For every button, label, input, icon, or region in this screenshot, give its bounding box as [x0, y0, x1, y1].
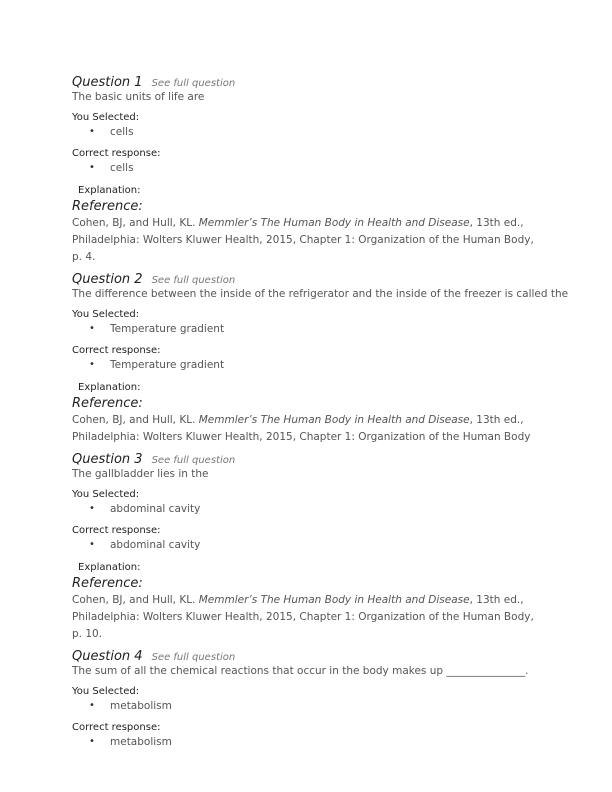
correct-answer	[72, 160, 542, 176]
see-full-question-link[interactable]: See full question	[151, 275, 236, 286]
selected-answer	[72, 501, 542, 517]
selected-answer	[72, 124, 542, 140]
selected-answer-text: metabolism	[110, 700, 172, 712]
see-full-question-link[interactable]: See full question	[151, 652, 236, 663]
ref-authors: Cohen, BJ, and Hull, KL.	[72, 594, 196, 606]
reference-text	[72, 592, 542, 643]
reference-heading: Reference:	[72, 576, 143, 591]
bullet-icon: •	[89, 700, 95, 711]
you-selected-label: You Selected:	[72, 112, 140, 123]
question-header	[72, 270, 542, 286]
correct-response-label: Correct response:	[72, 722, 161, 733]
ref-authors: Cohen, BJ, and Hull, KL.	[72, 217, 196, 229]
correct-answer	[72, 537, 542, 553]
explanation-label: Explanation:	[78, 562, 141, 573]
bullet-icon: •	[89, 323, 95, 334]
bullet-icon: •	[89, 359, 95, 370]
ref-edition: , 13th ed.,	[469, 414, 524, 426]
correct-answer-text: metabolism	[110, 736, 172, 748]
question-title: Question 4	[72, 649, 143, 664]
reference-heading: Reference:	[72, 396, 143, 411]
you-selected-label: You Selected:	[72, 309, 140, 320]
selected-answer	[72, 321, 542, 337]
see-full-question-link[interactable]: See full question	[151, 78, 236, 89]
correct-response-label: Correct response:	[72, 148, 161, 159]
ref-book-title: Memmler’s The Human Body in Health and Disease	[198, 594, 470, 606]
bullet-icon: •	[89, 539, 95, 550]
ref-book-title: Memmler’s The Human Body in Health and Disease	[198, 414, 470, 426]
ref-publisher: Philadelphia: Wolters Kluwer Health, 2015, Chapter 1: Organization of the Human Body	[72, 431, 531, 443]
bullet-icon: •	[89, 162, 95, 173]
ref-authors: Cohen, BJ, and Hull, KL.	[72, 414, 196, 426]
selected-answer-text: abdominal cavity	[110, 503, 201, 515]
question-stem: The gallbladder lies in the	[72, 468, 209, 480]
reference-heading: Reference:	[72, 199, 143, 214]
question-block	[72, 73, 542, 266]
bullet-icon: •	[89, 503, 95, 514]
selected-answer-text: cells	[110, 126, 134, 138]
reference-text	[72, 215, 542, 266]
selected-answer-text: Temperature gradient	[110, 323, 225, 335]
question-title: Question 2	[72, 272, 143, 287]
question-block	[72, 270, 569, 446]
correct-answer-text: cells	[110, 162, 134, 174]
ref-edition: , 13th ed.,	[469, 594, 524, 606]
question-block	[72, 647, 542, 750]
question-stem: The basic units of life are	[72, 91, 205, 103]
selected-answer	[72, 698, 542, 714]
explanation-label: Explanation:	[78, 185, 141, 196]
explanation-label: Explanation:	[78, 382, 141, 393]
ref-publisher: Philadelphia: Wolters Kluwer Health, 2015, Chapter 1: Organization of the Human Body, p. 4.	[72, 234, 534, 263]
question-title: Question 1	[72, 75, 143, 90]
correct-answer	[72, 357, 542, 373]
you-selected-label: You Selected:	[72, 489, 140, 500]
question-header	[72, 450, 542, 466]
correct-response-label: Correct response:	[72, 345, 161, 356]
quiz-review	[72, 73, 569, 750]
ref-edition: , 13th ed.,	[469, 217, 524, 229]
bullet-icon: •	[89, 736, 95, 747]
question-stem: The difference between the inside of the refrigerator and the inside of the freezer is called the	[72, 288, 569, 300]
correct-answer-text: abdominal cavity	[110, 539, 201, 551]
question-header	[72, 73, 542, 89]
ref-book-title: Memmler’s The Human Body in Health and Disease	[198, 217, 470, 229]
question-title: Question 3	[72, 452, 143, 467]
see-full-question-link[interactable]: See full question	[151, 455, 236, 466]
bullet-icon: •	[89, 126, 95, 137]
reference-text	[72, 412, 542, 446]
question-stem: The sum of all the chemical reactions that occur in the body makes up _______________.	[72, 665, 529, 677]
you-selected-label: You Selected:	[72, 686, 140, 697]
correct-answer-text: Temperature gradient	[110, 359, 225, 371]
question-header	[72, 647, 542, 663]
correct-answer	[72, 734, 542, 750]
ref-publisher: Philadelphia: Wolters Kluwer Health, 2015, Chapter 1: Organization of the Human Body, p. 10.	[72, 611, 534, 640]
correct-response-label: Correct response:	[72, 525, 161, 536]
question-block	[72, 450, 542, 643]
